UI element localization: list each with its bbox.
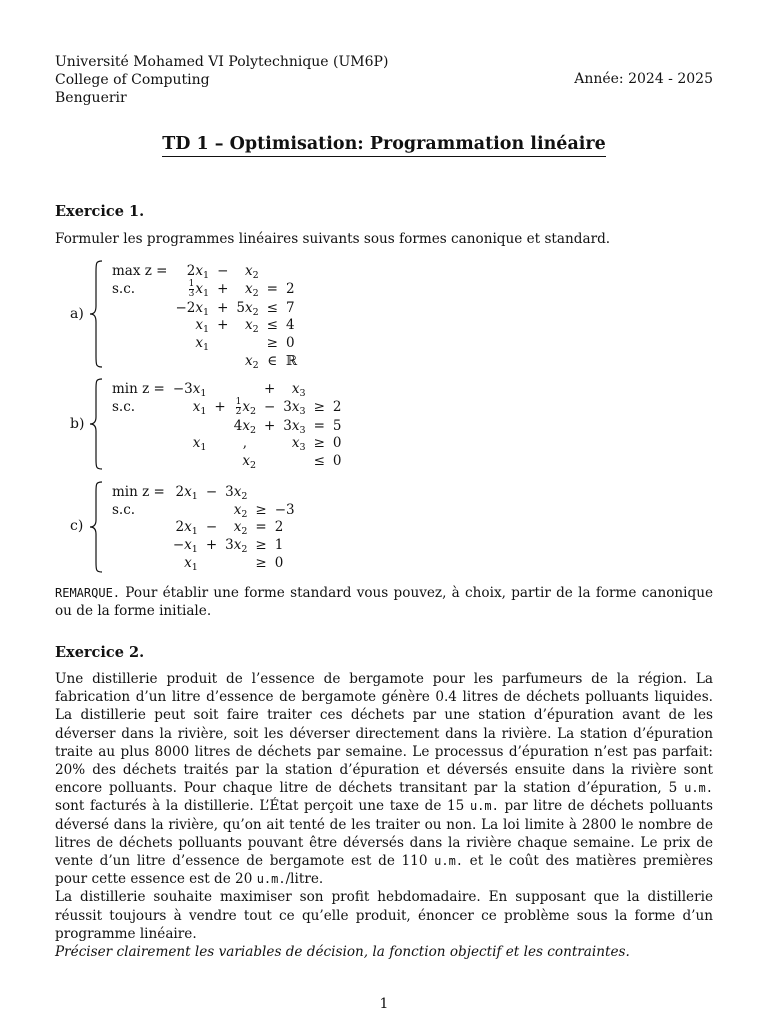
- exercise1-title: Exercice 1.: [55, 203, 145, 220]
- academic-year: Année: 2024 - 2025: [574, 71, 713, 87]
- system-c: min z = $2x_1$ − $3x_2$ s.c. $x_2$ ≥ −3 $2x_1$ − $x_2$ = 2 $-x_1$ + $3x_2$ ≥ 1 $x_1$ ≥ 0: [112, 483, 295, 574]
- remark-label: REMARQUE.: [55, 586, 121, 600]
- system-b: min z = $-3x_1$ + $x_3$ s.c. $x_1$ + $\frac{1}{2}$ $x_2$ − $3x_3$ ≥ 2 $4x_2$ + $3x_3$ = 5 $x_1$ , $x_3$ ≥ 0 $x_2$ ≤ 0: [112, 380, 342, 472]
- page-number: 1: [379, 996, 389, 1012]
- exercise1-instruction: Formuler les programmes linéaires suivants sous formes canonique et standard.: [55, 231, 611, 247]
- exercise2-title: Exercice 2.: [55, 644, 145, 661]
- system-a-brace: [89, 260, 103, 368]
- system-a-label: a): [70, 306, 84, 322]
- city-name: Benguerir: [55, 90, 127, 106]
- page-title: TD 1 – Optimisation: Programmation linéaire: [0, 134, 768, 154]
- exercise2-statement: Une distillerie produit de l’essence de bergamote pour les parfumeurs de la région. La fabrication d’un litre d’essence de bergamote génère 0.4 litres de déchets polluants liquides. La distillerie peut soit faire traiter ces déchets par une station d’épuration avant de les déverser dans la rivière, soit les déverser directement dans la rivière. La station d’épuration traite au plus 8000 litres de déchets par semaine. Le processus d’épuration n’est pas parfait: 20% des déchets traités par la station d’épuration et déversés ensuite dans la rivière sont encore polluants. Pour chaque litre de déchets transitant par la station d’épuration, 5 u.m. sont facturés à la distillerie. L’État perçoit une taxe de 15 u.m. par litre de déchets polluants déversé dans la rivière, qu’on ait tenté de les traiter ou non. La loi limite à 2800 le nombre de litres de déchets polluants pouvant être déversés dans la rivière chaque semaine. Le prix de vente d’un litre d’essence de bergamote est de 110 u.m. et le coût des matières premières pour cette essence est de 20 u.m./litre. La distillerie souhaite maximiser son profit hebdomadaire. En supposant que la distillerie réussit toujours à vendre tout ce qu’elle produit, énoncer ce problème sous la forme d’un programme linéaire. Préciser clairement les variables de décision, la fonction objectif et les contraintes.: [55, 671, 713, 961]
- system-b-label: b): [70, 416, 85, 432]
- header-block: [55, 53, 388, 107]
- university-name: Université Mohamed VI Polytechnique (UM6P): [55, 54, 389, 70]
- exercise1-remark: REMARQUE. Pour établir une forme standard vous pouvez, à choix, partir de la forme canonique ou de la forme initiale.: [55, 585, 713, 620]
- system-b-brace: [89, 378, 103, 470]
- system-c-label: c): [70, 518, 84, 534]
- college-name: College of Computing: [55, 72, 210, 88]
- exercise2-instruction: Préciser clairement les variables de décision, la fonction objectif et les contraintes.: [55, 944, 630, 961]
- system-a: max z = $2x_1$ − $x_2$ s.c. $\frac{1}{3}$ $x_1$ + $x_2$ = 2 $-2x_1$ + $5x_2$ ≤ 7 $x_1$ + $x_2$ ≤ 4 $x_1$ ≥ 0 $x_2$ ∈ ℝ: [112, 262, 298, 372]
- system-c-brace: [89, 481, 103, 573]
